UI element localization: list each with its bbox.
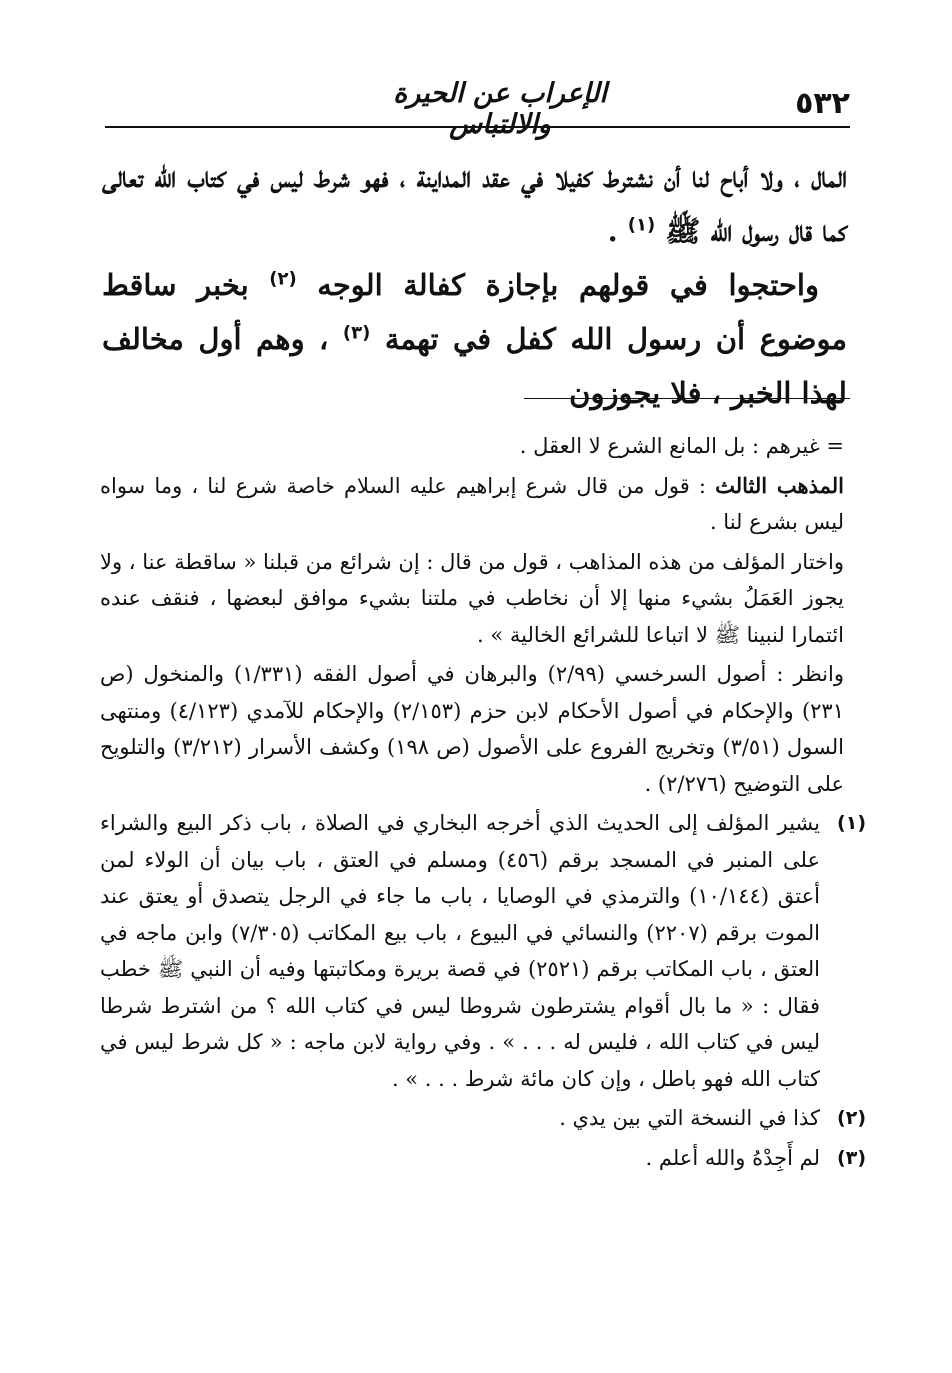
footnote-2-number: (٢) <box>837 1107 866 1129</box>
main-text <box>102 150 847 420</box>
main-paragraph-1 <box>102 150 847 258</box>
main-paragraph-2-start: واحتجوا في قولهم بإجازة كفالة الوجه <box>317 268 819 302</box>
main-paragraph-1-end: . <box>607 214 628 248</box>
footnote-2-text: كذا في النسخة التي بين يدي . <box>559 1106 820 1130</box>
footnote-1-text: يشير المؤلف إلى الحديث الذي أخرجه البخاري في الصلاة ، باب ذكر البيع والشراء على المنبر في المسجد برقم (٤٥٦) ومسلم في العتق ، باب بيان أن الولاء لمن أعتق (١٠/١٤٤) والترمذي في الوصايا ، باب ما جاء في الرجل يتصدق أو يعتق عند الموت برقم (٢٢٠٧) والنسائي في البيوع ، باب بيع المكاتب (٧/٣٠٥) وابن ماجه في العتق ، باب المكاتب برقم (٢٥٢١) في قصة بريرة ومكاتبتها وفيه أن النبي ﷺ خطب فقال : « ما بال أقوام يشترطون شروطا ليس في كتاب الله ؟ من اشترط شرطا ليس في كتاب الله ، فليس له . . . » . وفي رواية لابن ماجه : « كل شرط ليس في كتاب الله فهو باطل ، وإن كان مائة شرط . . . » . <box>100 811 820 1091</box>
footnote-1-number: (١) <box>837 812 866 834</box>
main-paragraph-1-text: المال ، ولا أباح لنا أن نشترط كفيلا في عقد المداينة ، فهو شرط ليس في كتاب الله تعالى كما قال رسول الله ﷺ <box>102 160 847 248</box>
header-rule <box>105 126 850 128</box>
main-paragraph-2-end: ، وهم أول مخالف لهذا الخبر ، فلا يجوزون <box>102 322 847 410</box>
page-number: ٥٣٢ <box>795 86 850 121</box>
page-header <box>105 78 850 140</box>
footnote-3-number: (٣) <box>837 1146 866 1169</box>
footnote-continuation-1: = غيرهم : بل المانع الشرع لا العقل . <box>519 434 844 458</box>
footnote-3-text: لم أَجِدْهُ والله أعلم . <box>645 1145 820 1170</box>
footnote-2 <box>100 1100 866 1137</box>
footnote-ref-3: (٣) <box>342 322 371 344</box>
footnote-continuation-2-text: : قول من قال شرع إبراهيم عليه السلام خاصة شرع لنا ، وما سواه ليس بشرع لنا . <box>100 473 844 534</box>
footnotes <box>100 428 866 1179</box>
footnote-continuation-2 <box>100 468 866 541</box>
footnote-lead-third-view: المذهب الثالث <box>715 472 845 498</box>
footnote-ref-2: (٢) <box>269 268 297 290</box>
footnote-separator <box>524 398 850 399</box>
footnote-continuation-4: وانظر : أصول السرخسي (٢/٩٩) والبرهان في أصول الفقه (١/٣٣١) والمنخول (ص ٢٣١) والإحكام في أصول الأحكام لابن حزم (٢/١٥٣) والإحكام للآمدي (٤/١٢٣) ومنتهى السول (٣/٥١) وتخريج الفروع على الأصول (ص ١٩٨) وكشف الأسرار (٣/٢١٢) والتلويح على التوضيح (٢/٢٧٦) . <box>100 662 844 796</box>
footnote-ref-1: (١) <box>627 214 656 236</box>
main-paragraph-2 <box>102 258 847 420</box>
footnote-3 <box>100 1140 866 1177</box>
main-paragraph-2-mid: بخبر ساقط موضوع أن رسول الله كفل في تهمة <box>102 268 847 356</box>
footnote-1 <box>100 805 866 1097</box>
footnote-continuation-3: واختار المؤلف من هذه المذاهب ، قول من قال : إن شرائع من قبلنا « ساقطة عنا ، ولا يجوز العَمَلُ بشيء منها إلا أن نخاطب في ملتنا بشيء موافق لبعضها ، فنقف عنده ائتمارا لنبينا ﷺ لا اتباعا للشرائع الخالية » . <box>100 549 844 647</box>
running-title: الإعراب عن الحيرة والالتباس <box>393 78 607 140</box>
